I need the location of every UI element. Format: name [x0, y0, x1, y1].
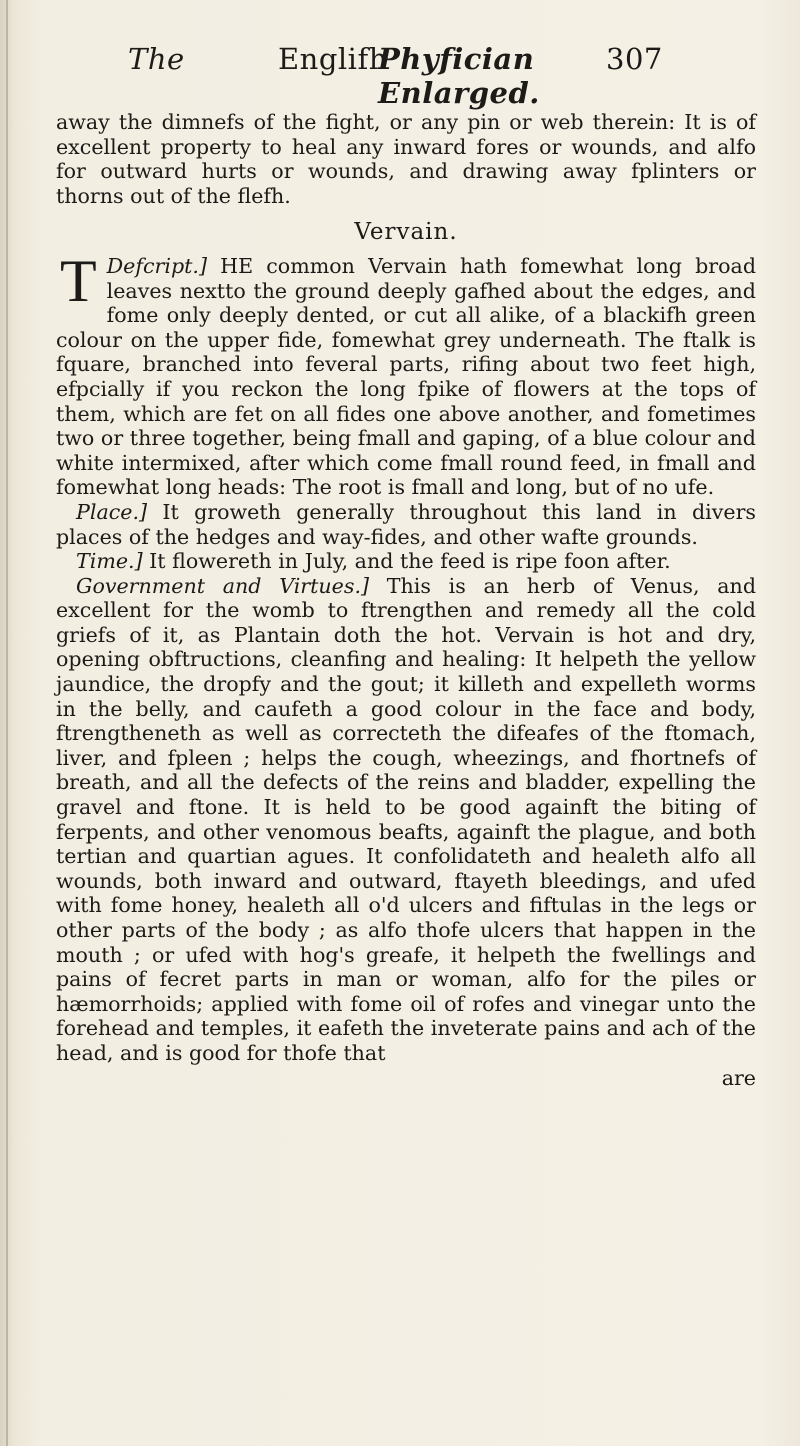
catchword: are [721, 1065, 756, 1090]
header-title: Phyfician Enlarged. [378, 42, 540, 110]
description-paragraph [56, 247, 757, 500]
place-paragraph [56, 500, 756, 549]
page-number: 307 [606, 42, 663, 76]
section-title: Vervain. [354, 219, 458, 246]
place-text: It groweth generally throughout this land in divers places of the hedges and way-fides, and other wafte grounds. [56, 499, 756, 549]
running-header [128, 42, 688, 110]
description-text: HE common Vervain hath fomewhat long broad leaves nextto the ground deeply gafhed about the edges, and fome only deeply dented, or cut all alike, of a blackifh green colour on the upper fide, fomewhat grey underneath. The ftalk is fquare, branched into feveral parts, rifing about two feet high, efpcially if you reckon the long fpike of flowers at the tops of them, which are fet on all fides one above another, and fometimes two or three together, being fmall and gaping, of a blue colour and white intermixed, after which come fmall round feed, in fmall and fomewhat long heads: The root is fmall and long, but of no ufe. [56, 253, 757, 500]
government-lead: Government and Virtues.] [76, 573, 370, 598]
time-text: It flowereth in July, and the feed is ripe foon after. [149, 549, 671, 574]
description-lead: Defcript.] [106, 253, 207, 278]
drop-cap: T [60, 247, 97, 314]
body-text [56, 110, 756, 1090]
government-paragraph [56, 574, 756, 1066]
place-lead: Place.] [76, 499, 148, 524]
binding-gutter [6, 0, 8, 1446]
header-the: The [128, 42, 185, 76]
government-text: This is an herb of Venus, and excellent for the womb to ftrengthen and remedy all the cold griefs of it, as Plantain doth the hot. Vervain is hot and dry, opening obftructions, cleanfing and healing: It helpeth the yellow jaundice, the dropfy and the gout; it killeth and expelleth worms in the belly, and caufeth a good colour in the face and body, ftrengtheneth as well as correcteth the difeafes of the ftomach, liver, and fpleen ; helps the cough, wheezings, and fhortnefs of breath, and all the defects of the reins and bladder, expelling the gravel and ftone. It is held to be good againft the biting of ferpents, and other venomous beafts, againft the plague, and both tertian and quartian agues. It confolidateth and healeth alfo all wounds, both inward and outward, ftayeth bleedings, and ufed with fome honey, healeth all o'd ulcers and fiftulas in the legs or other parts of the body ; as alfo thofe ulcers that happen in the mouth ; or ufed with hog's greafe, it helpeth the fwellings and pains of fecret parts in man or woman, alfo for the piles or hæmorrhoids; applied with fome oil of rofes and vinegar unto the forehead and temples, it eafeth the inveterate pains and ach of the head, and is good for thofe that [56, 573, 756, 1065]
time-paragraph [56, 549, 756, 574]
intro-paragraph: away the dimnefs of the fight, or any pin or web therein: It is of excellent property to heal any inward fores or wounds, and alfo for outward hurts or wounds, and drawing away fplinters or thorns out of the flefh. [56, 110, 756, 208]
header-english: Englifh [278, 42, 388, 76]
time-lead: Time.] [76, 549, 143, 574]
